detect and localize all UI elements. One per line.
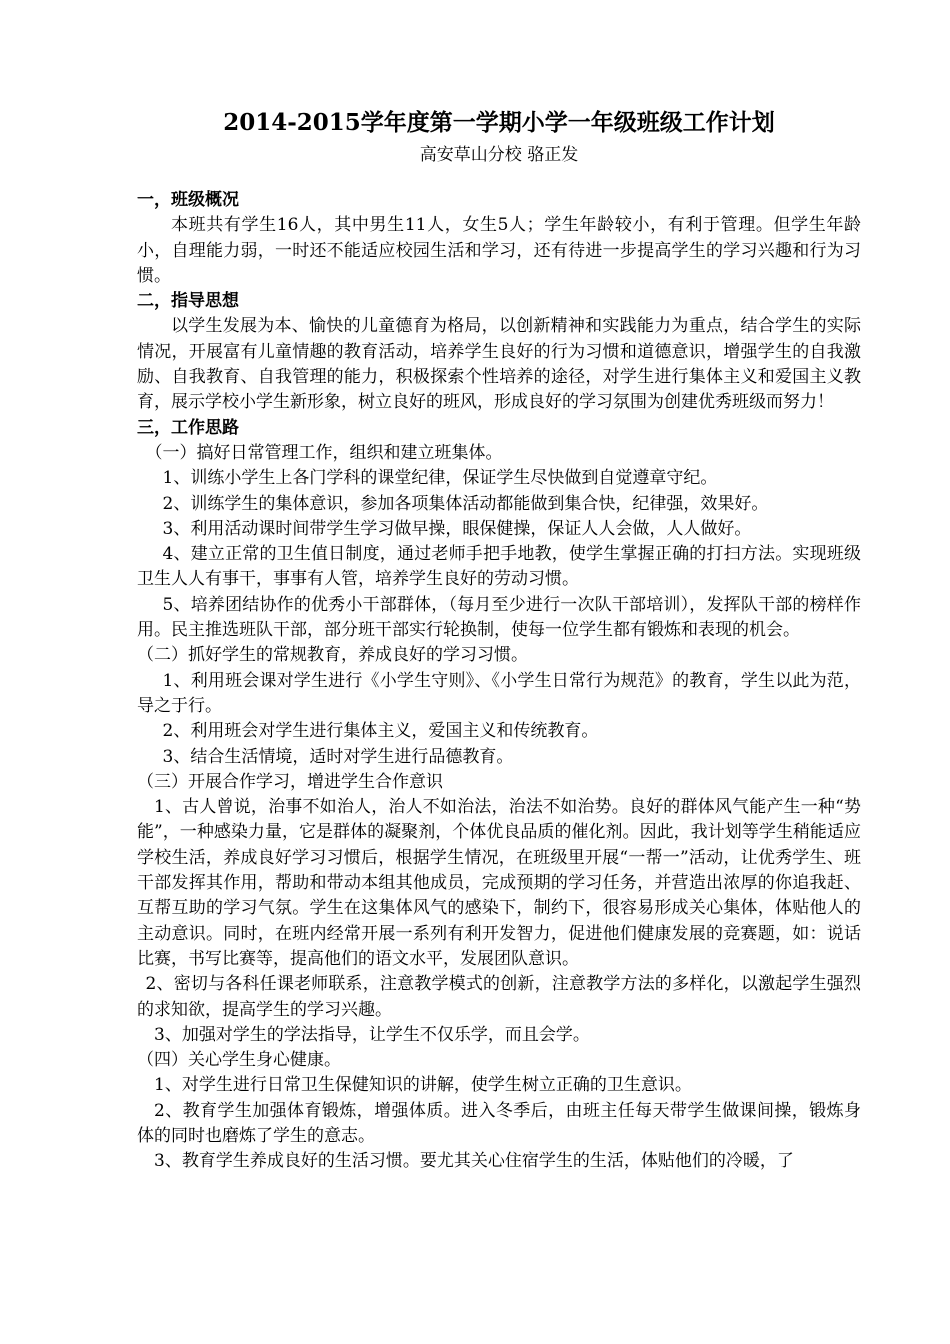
list-item: 2、训练学生的集体意识，参加各项集体活动都能做到集合快，纪律强，效果好。: [162, 493, 769, 514]
subsection-heading: （二）抓好学生的常规教育，养成良好的学习习惯。: [137, 645, 528, 666]
section-heading-overview: 一，班级概况: [137, 190, 239, 210]
list-item: 1、利用班会课对学生进行《小学生守则》、《小学生日常行为规范》的教育，学生以此为范，导之于行。: [137, 670, 861, 716]
list-item: 3、结合生活情境，适时对学生进行品德教育。: [162, 746, 514, 767]
list-item: 3、利用活动课时间带学生学习做早操，眼保健操，保证人人会做，人人做好。: [162, 518, 752, 539]
subsection-heading: （一）搞好日常管理工作，组织和建立班集体。: [145, 442, 503, 463]
paragraph: 以学生发展为本、愉快的儿童德育为格局，以创新精神和实践能力为重点，结合学生的实际情况，开展富有儿童情趣的教育活动，培养学生良好的行为习惯和道德意识，增强学生的自我激励、自我教育、自我管理的能力，积极探索个性培养的途径，对学生进行集体主义和爱国主义教育，展示学校小学生新形象，树立良好的班风，形成良好的学习氛围为创建优秀班级而努力！: [137, 316, 861, 413]
list-item: 3、教育学生养成良好的生活习惯。要尤其关心住宿学生的生活，体贴他们的冷暖，了: [154, 1151, 794, 1172]
list-item: 5、培养团结协作的优秀小干部群体，（每月至少进行一次队干部培训），发挥队干部的榜样作用。民主推选班队干部，部分班干部实行轮换制，使每一位学生都有锻炼和表现的机会。: [137, 594, 861, 641]
list-item: 4、建立正常的卫生值日制度，通过老师手把手地教，使学生掌握正确的打扫方法。实现班级卫生人人有事干，事事有人管，培养学生良好的劳动习惯。: [137, 544, 861, 590]
document-page: [137, 108, 861, 1175]
list-item: 2、教育学生加强体育锻炼，增强体质。进入冬季后，由班主任每天带学生做课间操，锻炼身体的同时也磨炼了学生的意志。: [137, 1100, 861, 1146]
list-item: 1、对学生进行日常卫生保健知识的讲解，使学生树立正确的卫生意识。: [154, 1075, 692, 1096]
subsection-heading: （四）关心学生身心健康。: [137, 1050, 341, 1071]
document-author: 高安草山分校 骆正发: [419, 145, 579, 165]
list-item: 3、加强对学生的学法指导，让学生不仅乐学，而且会学。: [154, 1024, 590, 1045]
section-heading-guiding-ideology: 二，指导思想: [137, 291, 239, 312]
subsection-heading: （三）开展合作学习，增进学生合作意识: [137, 771, 443, 792]
paragraph: 本班共有学生16人，其中男生11人，女生5人；学生年龄较小，有利于管理。但学生年龄小，自理能力弱，一时还不能适应校园生活和学习，还有待进一步提高学生的学习兴趣和行为习惯。: [137, 215, 861, 286]
list-item: 2、利用班会对学生进行集体主义，爱国主义和传统教育。: [162, 721, 599, 742]
list-item: 1、古人曾说，治事不如治人，治人不如治法，治法不如治势。良好的群体风气能产生一种“势能”，一种感染力量，它是群体的凝聚剂，个体优良品质的催化剂。因此，我计划等学生稍能适应学校生活，养成良好学习习惯后，根据学生情况，在班级里开展“一帮一”活动，让优秀学生、班干部发挥其作用，帮助和带动本组其他成员，完成预期的学习任务，并营造出浓厚的你追我赶、互帮互助的学习气氛。学生在这集体风气的感染下，制约下，很容易形成关心集体，体贴他人的主动意识。同时，在班内经常开展一系列有利开发智力，促进他们健康发展的竞赛题，如：说话比赛，书写比赛等，提高他们的语文水平，发展团队意识。: [137, 797, 861, 969]
section-heading-work-plan: 三，工作思路: [137, 417, 239, 438]
document-title: 2014-2015学年度第一学期小学一年级班级工作计划: [223, 109, 775, 136]
list-item: 1、训练小学生上各门学科的课堂纪律，保证学生尽快做到自觉遵章守纪。: [162, 468, 718, 489]
list-item: 2、密切与各科任课老师联系，注意教学模式的创新，注意教学方法的多样化，以激起学生强烈的求知欲，提高学生的学习兴趣。: [137, 974, 861, 1020]
